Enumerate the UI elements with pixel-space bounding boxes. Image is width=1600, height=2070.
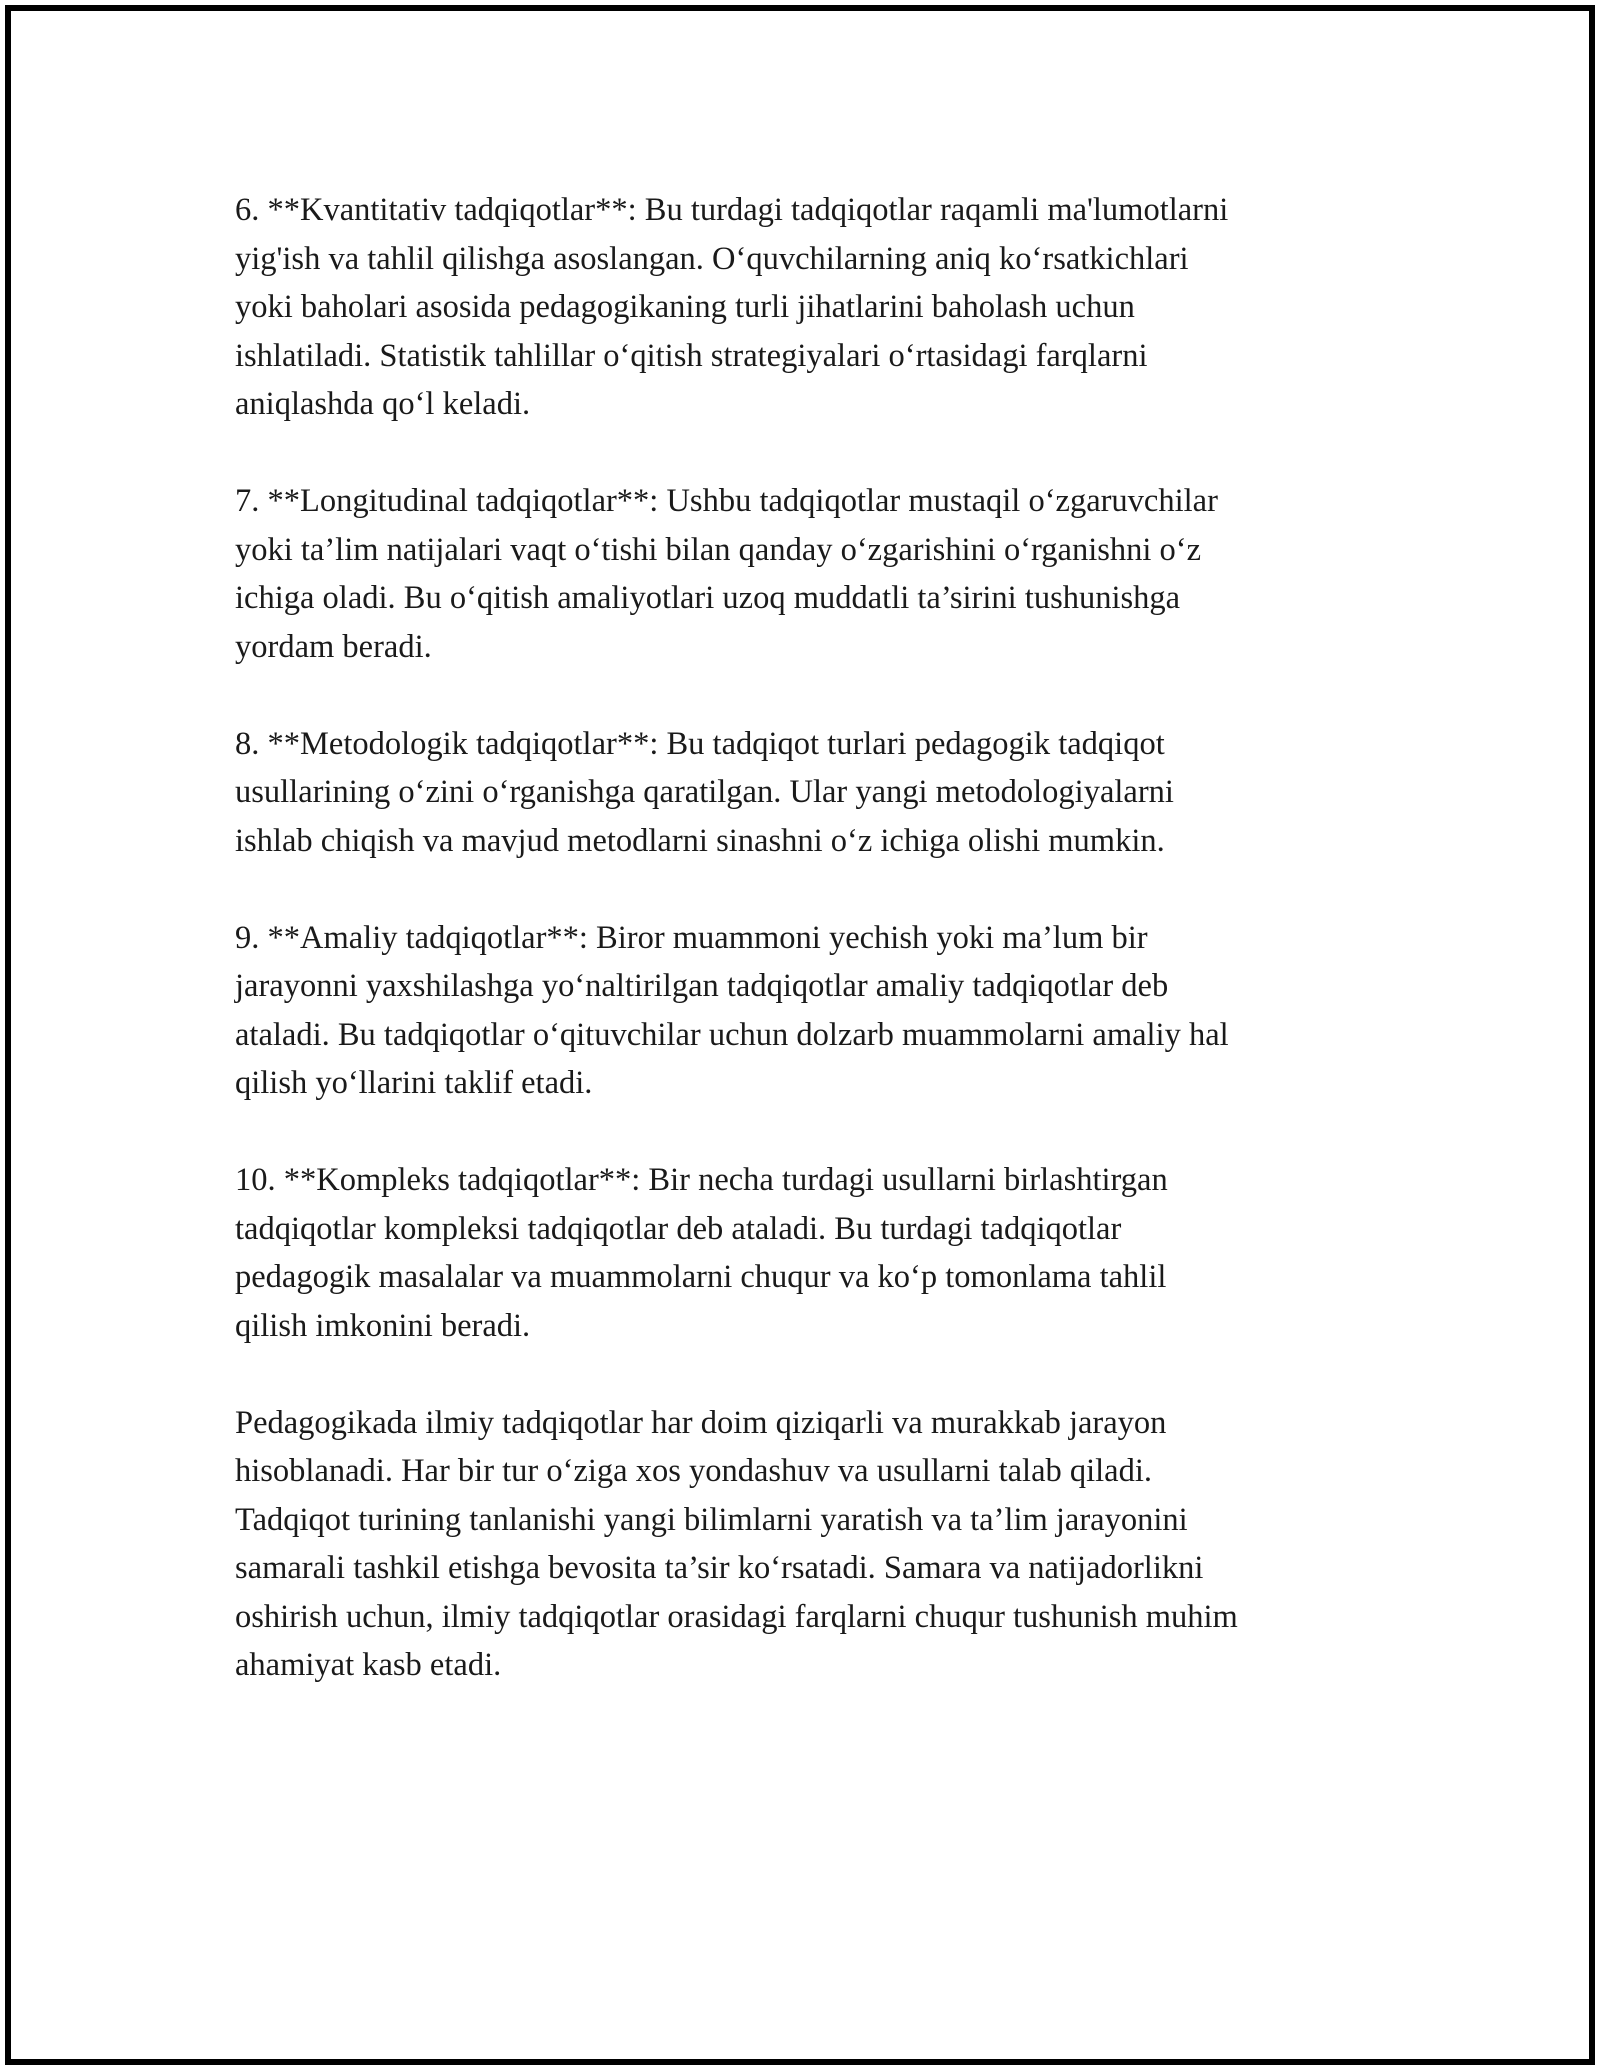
paragraph-amaliy: 9. **Amaliy tadqiqotlar**: Biror muammoni yechish yoki ma’lum bir jarayonni yaxshilashga yo‘naltirilgan tadqiqotlar amaliy tadqiqotlar deb ataladi. Bu tadqiqotlar o‘qituvchilar uchun dolzarb muammolarni amaliy hal qilish yo‘llarini taklif etadi. bbox=[235, 919, 1229, 1101]
document-body bbox=[235, 186, 1385, 1690]
paragraph-kompleks: 10. **Kompleks tadqiqotlar**: Bir necha turdagi usullarni birlashtirgan tadqiqotlar kompleksi tadqiqotlar deb ataladi. Bu turdagi tadqiqotlar pedagogik masalalar va muammolarni chuqur va ko‘p tomonlama tahlil qilish imkonini beradi. bbox=[235, 1162, 1168, 1344]
paragraph-longitudinal: 7. **Longitudinal tadqiqotlar**: Ushbu tadqiqotlar mustaqil o‘zgaruvchilar yoki ta’lim natijalari vaqt o‘tishi bilan qanday o‘zgarishini o‘rganishni o‘z ichiga oladi. Bu o‘qitish amaliyotlari uzoq muddatli ta’sirini tushunishga yordam beradi. bbox=[235, 483, 1218, 665]
paragraph-metodologik: 8. **Metodologik tadqiqotlar**: Bu tadqiqot turlari pedagogik tadqiqot usullarining o‘zini o‘rganishga qaratilgan. Ular yangi metodologiyalarni ishlab chiqish va mavjud metodlarni sinashni o‘z ichiga olishi mumkin. bbox=[235, 725, 1174, 859]
paragraph-kvantitativ: 6. **Kvantitativ tadqiqotlar**: Bu turdagi tadqiqotlar raqamli ma'lumotlarni yig'ish va tahlil qilishga asoslangan. O‘quvchilarning aniq ko‘rsatkichlari yoki baholari asosida pedagogikaning turli jihatlarini baholash uchun ishlatiladi. Statistik tahlillar o‘qitish strategiyalari o‘rtasidagi farqlarni aniqlashda qo‘l keladi. bbox=[235, 192, 1229, 422]
paragraph-conclusion: Pedagogikada ilmiy tadqiqotlar har doim qiziqarli va murakkab jarayon hisoblanadi. Har bir tur o‘ziga xos yondashuv va usullarni talab qiladi. Tadqiqot turining tanlanishi yangi bilimlarni yaratish va ta’lim jarayonini samarali tashkil etishga bevosita ta’sir ko‘rsatadi. Samara va natijadorlikni oshirish uchun, ilmiy tadqiqotlar orasidagi farqlarni chuqur tushunish muhim ahamiyat kasb etadi. bbox=[235, 1404, 1238, 1683]
